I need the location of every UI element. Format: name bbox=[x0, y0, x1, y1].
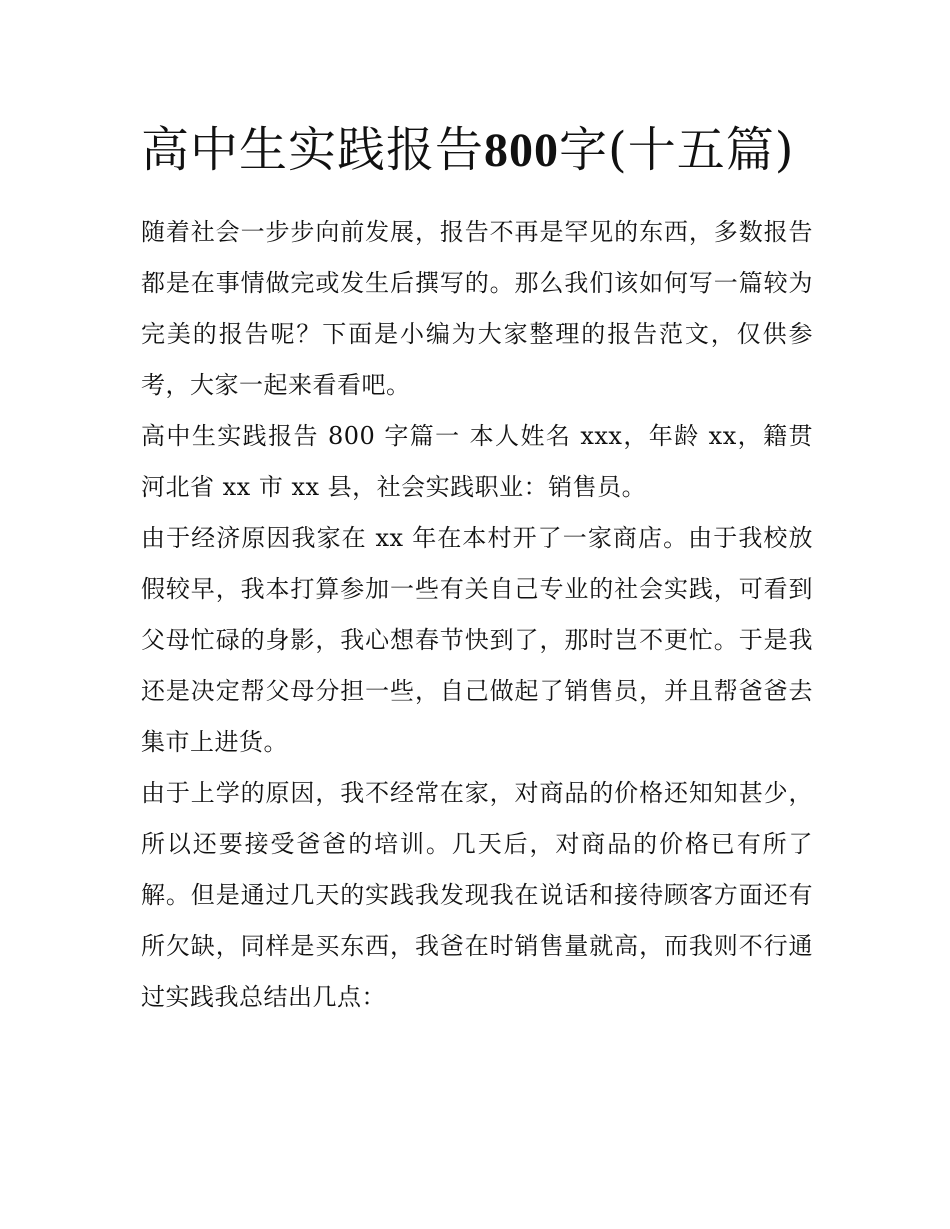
paragraph-personal-info: 高中生实践报告 800 字篇一 本人姓名 xxx，年龄 xx，籍贯河北省 xx 市 xx 县，社会实践职业：销售员。 bbox=[141, 422, 813, 501]
title-number: 800 bbox=[484, 124, 560, 177]
paragraph-background: 由于经济原因我家在 xx 年在本村开了一家商店。由于我校放假较早，我本打算参加一些有关自己专业的社会实践，可看到父母忙碌的身影，我心想春节快到了，那时岂不更忙。于是我还是决定帮父母分担一些，自己做起了销售员，并且帮爸爸去集市上进货。 bbox=[141, 524, 813, 756]
title-text: 高中生实践报告 bbox=[141, 122, 485, 178]
title-suffix: 字(十五篇) bbox=[559, 122, 795, 178]
document-title bbox=[141, 112, 813, 189]
paragraph-intro: 随着社会一步步向前发展，报告不再是罕见的东西，多数报告都是在事情做完或发生后撰写的。那么我们该如何写一篇较为完美的报告呢？下面是小编为大家整理的报告范文，仅供参考，大家一起来看看吧。 bbox=[141, 218, 813, 399]
document-body bbox=[141, 112, 813, 1023]
paragraph-experience: 由于上学的原因，我不经常在家，对商品的价格还知知甚少，所以还要接受爸爸的培训。几天后，对商品的价格已有所了解。但是通过几天的实践我发现我在说话和接待顾客方面还有所欠缺，同样是买东西，我爸在时销售量就高，而我则不行通过实践我总结出几点： bbox=[141, 779, 813, 1011]
